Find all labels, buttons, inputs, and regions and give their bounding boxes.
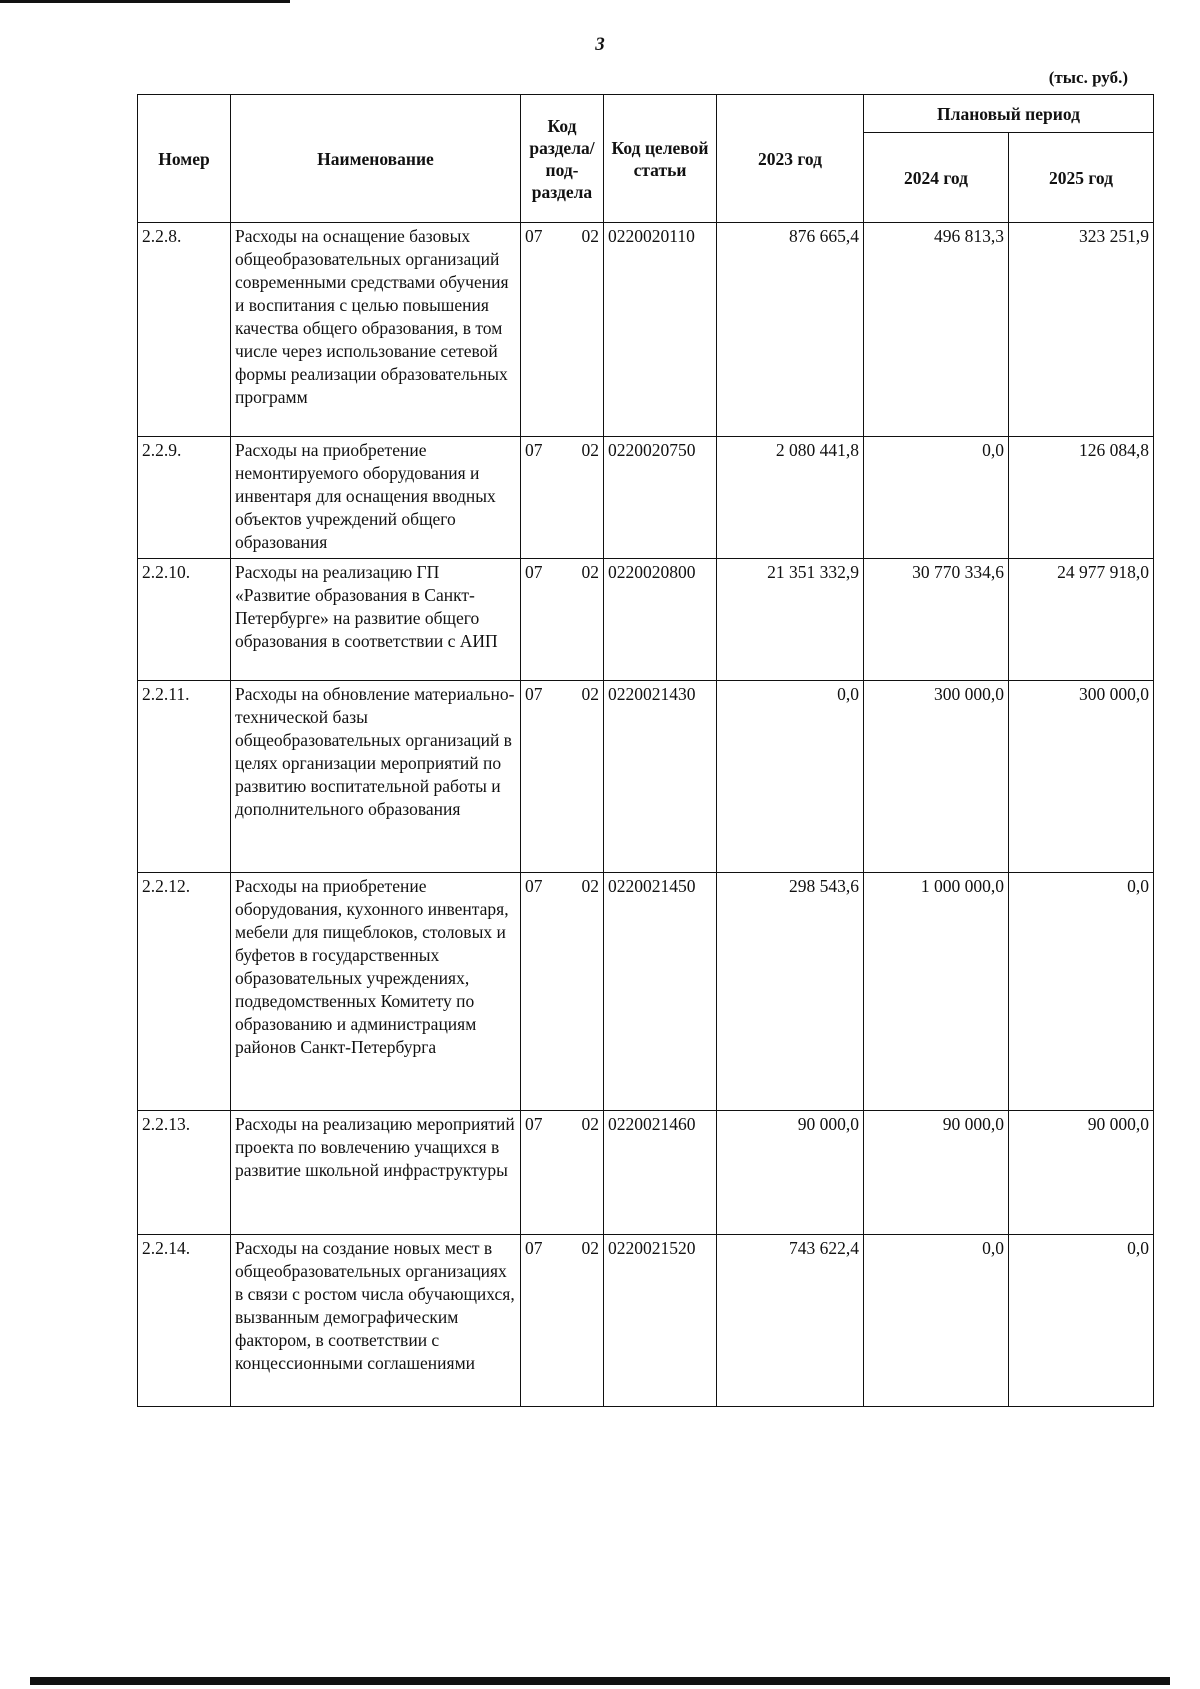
table-row	[138, 873, 1154, 1111]
section-code: 07	[525, 1114, 543, 1134]
header-year-2025: 2025 год	[1009, 133, 1154, 223]
header-section-code: Код раздела/ под- раздела	[521, 95, 604, 223]
row-amount-2024: 0,0	[864, 437, 1009, 559]
subsection-code: 02	[581, 1238, 599, 1258]
row-amount-2025: 0,0	[1009, 1235, 1154, 1407]
row-amount-2024: 1 000 000,0	[864, 873, 1009, 1111]
row-section-code	[521, 559, 604, 681]
row-number: 2.2.8.	[138, 223, 231, 437]
row-name: Расходы на приобретение оборудования, кухонного инвентаря, мебели для пищеблоков, столовых и буфетов в государственных образовательных учреждениях, подведомственных Комитету по образованию и администрациям районов Санкт-Петербурга	[231, 873, 521, 1111]
section-code: 07	[525, 562, 543, 582]
subsection-code: 02	[581, 1114, 599, 1134]
row-section-code	[521, 437, 604, 559]
row-amount-2024: 30 770 334,6	[864, 559, 1009, 681]
row-target-code: 0220020750	[604, 437, 717, 559]
row-number: 2.2.12.	[138, 873, 231, 1111]
row-name: Расходы на реализацию мероприятий проекта по вовлечению учащихся в развитие школьной инфраструктуры	[231, 1111, 521, 1235]
row-amount-2023: 743 622,4	[717, 1235, 864, 1407]
row-amount-2025: 90 000,0	[1009, 1111, 1154, 1235]
section-code: 07	[525, 1238, 543, 1258]
row-amount-2023: 298 543,6	[717, 873, 864, 1111]
header-name: Наименование	[231, 95, 521, 223]
row-amount-2023: 2 080 441,8	[717, 437, 864, 559]
row-name: Расходы на реализацию ГП «Развитие образования в Санкт-Петербурге» на развитие общего образования в соответствии с АИП	[231, 559, 521, 681]
header-planned-period: Плановый период	[864, 95, 1154, 133]
row-section-code	[521, 681, 604, 873]
row-amount-2024: 90 000,0	[864, 1111, 1009, 1235]
row-section-code	[521, 223, 604, 437]
row-name: Расходы на приобретение немонтируемого оборудования и инвентаря для оснащения вводных объектов учреждений общего образования	[231, 437, 521, 559]
budget-table	[137, 94, 1154, 1407]
row-amount-2023: 876 665,4	[717, 223, 864, 437]
row-amount-2025: 126 084,8	[1009, 437, 1154, 559]
table-row	[138, 437, 1154, 559]
row-amount-2024: 300 000,0	[864, 681, 1009, 873]
table-row	[138, 223, 1154, 437]
top-rule	[0, 0, 290, 3]
row-name: Расходы на обновление материально-технической базы общеобразовательных организаций в целях организации мероприятий по развитию воспитательной работы и дополнительного образования	[231, 681, 521, 873]
header-year-2024: 2024 год	[864, 133, 1009, 223]
table-header	[138, 95, 1154, 223]
row-amount-2023: 0,0	[717, 681, 864, 873]
page-number: 3	[595, 34, 605, 55]
row-number: 2.2.14.	[138, 1235, 231, 1407]
row-target-code: 0220020110	[604, 223, 717, 437]
row-name: Расходы на оснащение базовых общеобразовательных организаций современными средствами обучения и воспитания с целью повышения качества общего образования, в том числе через использование сетевой формы реализации образовательных программ	[231, 223, 521, 437]
row-target-code: 0220021430	[604, 681, 717, 873]
units-label: (тыс. руб.)	[1048, 68, 1128, 87]
row-target-code: 0220021450	[604, 873, 717, 1111]
row-section-code	[521, 873, 604, 1111]
row-amount-2025: 300 000,0	[1009, 681, 1154, 873]
section-code: 07	[525, 440, 543, 460]
section-code: 07	[525, 684, 543, 704]
row-number: 2.2.13.	[138, 1111, 231, 1235]
header-number: Номер	[138, 95, 231, 223]
bottom-rule	[30, 1677, 1170, 1685]
table-row	[138, 1235, 1154, 1407]
row-amount-2024: 496 813,3	[864, 223, 1009, 437]
subsection-code: 02	[581, 562, 599, 582]
row-amount-2023: 90 000,0	[717, 1111, 864, 1235]
section-code: 07	[525, 876, 543, 896]
table-row	[138, 559, 1154, 681]
table-row	[138, 1111, 1154, 1235]
table-row	[138, 681, 1154, 873]
row-section-code	[521, 1111, 604, 1235]
row-section-code	[521, 1235, 604, 1407]
subsection-code: 02	[581, 684, 599, 704]
header-target-code: Код целевой статьи	[604, 95, 717, 223]
row-amount-2025: 0,0	[1009, 873, 1154, 1111]
row-amount-2025: 323 251,9	[1009, 223, 1154, 437]
row-number: 2.2.9.	[138, 437, 231, 559]
section-code: 07	[525, 226, 543, 246]
row-target-code: 0220021520	[604, 1235, 717, 1407]
row-name: Расходы на создание новых мест в общеобразовательных организациях в связи с ростом числа обучающихся, вызванным демографическим фактором, в соответствии с концессионными соглашениями	[231, 1235, 521, 1407]
header-year-2023: 2023 год	[717, 95, 864, 223]
subsection-code: 02	[581, 226, 599, 246]
row-amount-2023: 21 351 332,9	[717, 559, 864, 681]
row-number: 2.2.11.	[138, 681, 231, 873]
row-target-code: 0220021460	[604, 1111, 717, 1235]
row-number: 2.2.10.	[138, 559, 231, 681]
row-target-code: 0220020800	[604, 559, 717, 681]
row-amount-2024: 0,0	[864, 1235, 1009, 1407]
subsection-code: 02	[581, 876, 599, 896]
row-amount-2025: 24 977 918,0	[1009, 559, 1154, 681]
subsection-code: 02	[581, 440, 599, 460]
